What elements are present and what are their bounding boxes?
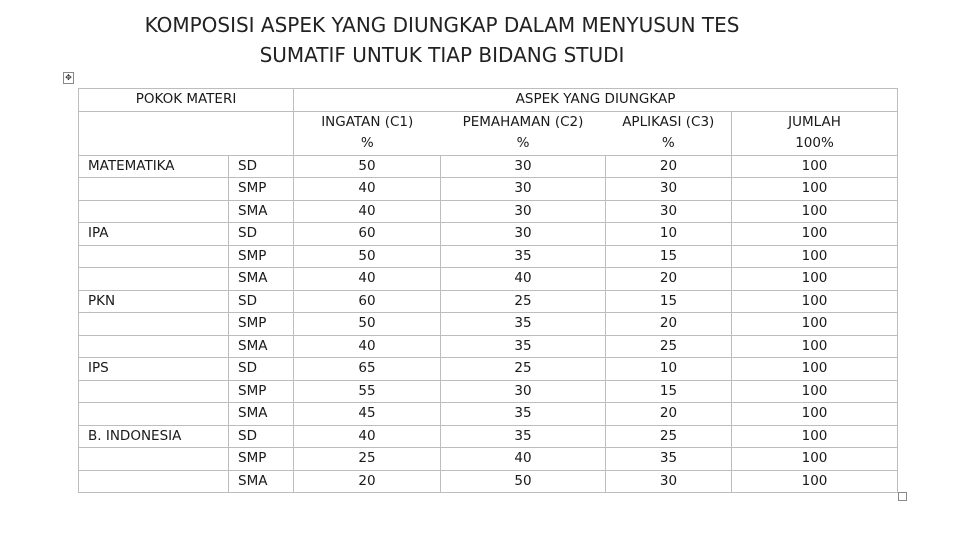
- total-value-cell: 100: [732, 155, 898, 178]
- title-line-2: SUMATIF UNTUK TIAP BIDANG STUDI: [259, 43, 625, 67]
- c1-value-cell: 25: [294, 448, 441, 471]
- level-cell: SD: [229, 290, 294, 313]
- subject-name-cell: PKN: [79, 290, 229, 313]
- level-cell: SD: [229, 155, 294, 178]
- level-cell: SMA: [229, 200, 294, 223]
- subject-blank-cell: [79, 268, 229, 291]
- c3-value-cell: 15: [606, 290, 732, 313]
- c3-value-cell: 25: [606, 335, 732, 358]
- c2-value-cell: 40: [441, 268, 606, 291]
- subject-name-cell: IPA: [79, 223, 229, 246]
- total-value-cell: 100: [732, 178, 898, 201]
- c2-value-cell: 30: [441, 155, 606, 178]
- total-value-cell: 100: [732, 358, 898, 381]
- total-value-cell: 100: [732, 335, 898, 358]
- c3-value-cell: 35: [606, 448, 732, 471]
- table-row: [79, 448, 898, 471]
- c2-value-cell: 35: [441, 245, 606, 268]
- total-value-cell: 100: [732, 403, 898, 426]
- total-value-cell: 100: [732, 245, 898, 268]
- c2-value-cell: 25: [441, 358, 606, 381]
- c3-header: APLIKASI (C3): [606, 111, 732, 133]
- table-row: [79, 200, 898, 223]
- c2-header: PEMAHAMAN (C2): [441, 111, 606, 133]
- table-row: [79, 358, 898, 381]
- header-row-1: [79, 89, 898, 112]
- c1-value-cell: 60: [294, 223, 441, 246]
- subject-blank-cell: [79, 178, 229, 201]
- c3-unit: %: [606, 133, 732, 155]
- c1-value-cell: 40: [294, 268, 441, 291]
- c3-value-cell: 10: [606, 358, 732, 381]
- table-row: [79, 178, 898, 201]
- table-row: [79, 268, 898, 291]
- level-cell: SD: [229, 358, 294, 381]
- c3-value-cell: 30: [606, 178, 732, 201]
- table-row: [79, 245, 898, 268]
- subject-blank-cell: [79, 448, 229, 471]
- level-cell: SD: [229, 425, 294, 448]
- c3-value-cell: 20: [606, 268, 732, 291]
- c2-value-cell: 40: [441, 448, 606, 471]
- header-blank-cell: [79, 133, 229, 155]
- c1-header: INGATAN (C1): [294, 111, 441, 133]
- c3-value-cell: 20: [606, 155, 732, 178]
- level-cell: SMP: [229, 380, 294, 403]
- table-row: [79, 335, 898, 358]
- c2-value-cell: 30: [441, 223, 606, 246]
- subject-blank-cell: [79, 403, 229, 426]
- c2-value-cell: 30: [441, 200, 606, 223]
- table-resize-handle[interactable]: [898, 492, 907, 501]
- table-row: [79, 155, 898, 178]
- c1-value-cell: 55: [294, 380, 441, 403]
- total-value-cell: 100: [732, 313, 898, 336]
- total-value-cell: 100: [732, 290, 898, 313]
- c3-value-cell: 25: [606, 425, 732, 448]
- header-blank-cell: [229, 133, 294, 155]
- pokok-materi-header: POKOK MATERI: [79, 89, 294, 112]
- table-row: [79, 470, 898, 493]
- subject-blank-cell: [79, 470, 229, 493]
- c3-value-cell: 20: [606, 403, 732, 426]
- c1-value-cell: 50: [294, 155, 441, 178]
- total-value-cell: 100: [732, 380, 898, 403]
- header-blank-cell: [229, 111, 294, 133]
- total-value-cell: 100: [732, 470, 898, 493]
- header-row-2: [79, 111, 898, 133]
- subject-blank-cell: [79, 313, 229, 336]
- table-row: [79, 380, 898, 403]
- level-cell: SMP: [229, 245, 294, 268]
- level-cell: SD: [229, 223, 294, 246]
- total-value-cell: 100: [732, 268, 898, 291]
- c2-value-cell: 35: [441, 403, 606, 426]
- header-row-3: [79, 133, 898, 155]
- c1-unit: %: [294, 133, 441, 155]
- total-value-cell: 100: [732, 223, 898, 246]
- subject-blank-cell: [79, 200, 229, 223]
- table-move-handle-icon[interactable]: ✥: [63, 72, 74, 84]
- c2-value-cell: 25: [441, 290, 606, 313]
- c2-unit: %: [441, 133, 606, 155]
- level-cell: SMA: [229, 268, 294, 291]
- title-line-1: KOMPOSISI ASPEK YANG DIUNGKAP DALAM MENYUSUN TES: [144, 13, 740, 37]
- c1-value-cell: 65: [294, 358, 441, 381]
- level-cell: SMA: [229, 403, 294, 426]
- table-row: [79, 313, 898, 336]
- c1-value-cell: 40: [294, 425, 441, 448]
- c2-value-cell: 35: [441, 313, 606, 336]
- c1-value-cell: 40: [294, 335, 441, 358]
- page-title: [0, 10, 884, 70]
- total-value-cell: 100: [732, 448, 898, 471]
- table-row: [79, 290, 898, 313]
- c3-value-cell: 10: [606, 223, 732, 246]
- level-cell: SMP: [229, 448, 294, 471]
- c1-value-cell: 40: [294, 200, 441, 223]
- c2-value-cell: 50: [441, 470, 606, 493]
- c3-value-cell: 30: [606, 470, 732, 493]
- c2-value-cell: 35: [441, 335, 606, 358]
- c1-value-cell: 50: [294, 245, 441, 268]
- total-value-cell: 100: [732, 425, 898, 448]
- total-value-cell: 100: [732, 200, 898, 223]
- aspek-header: ASPEK YANG DIUNGKAP: [294, 89, 898, 112]
- subject-name-cell: IPS: [79, 358, 229, 381]
- c1-value-cell: 40: [294, 178, 441, 201]
- c1-value-cell: 20: [294, 470, 441, 493]
- level-cell: SMA: [229, 470, 294, 493]
- c3-value-cell: 15: [606, 380, 732, 403]
- c2-value-cell: 30: [441, 380, 606, 403]
- subject-blank-cell: [79, 245, 229, 268]
- level-cell: SMA: [229, 335, 294, 358]
- c1-value-cell: 50: [294, 313, 441, 336]
- subject-blank-cell: [79, 335, 229, 358]
- table-row: [79, 425, 898, 448]
- level-cell: SMP: [229, 178, 294, 201]
- header-blank-cell: [79, 111, 229, 133]
- table-row: [79, 223, 898, 246]
- c2-value-cell: 35: [441, 425, 606, 448]
- subject-name-cell: MATEMATIKA: [79, 155, 229, 178]
- table-row: [79, 403, 898, 426]
- subject-blank-cell: [79, 380, 229, 403]
- subject-name-cell: B. INDONESIA: [79, 425, 229, 448]
- level-cell: SMP: [229, 313, 294, 336]
- jumlah-unit: 100%: [732, 133, 898, 155]
- c2-value-cell: 30: [441, 178, 606, 201]
- c1-value-cell: 45: [294, 403, 441, 426]
- jumlah-header: JUMLAH: [732, 111, 898, 133]
- c3-value-cell: 15: [606, 245, 732, 268]
- c3-value-cell: 20: [606, 313, 732, 336]
- c3-value-cell: 30: [606, 200, 732, 223]
- c1-value-cell: 60: [294, 290, 441, 313]
- composition-table: [78, 88, 898, 493]
